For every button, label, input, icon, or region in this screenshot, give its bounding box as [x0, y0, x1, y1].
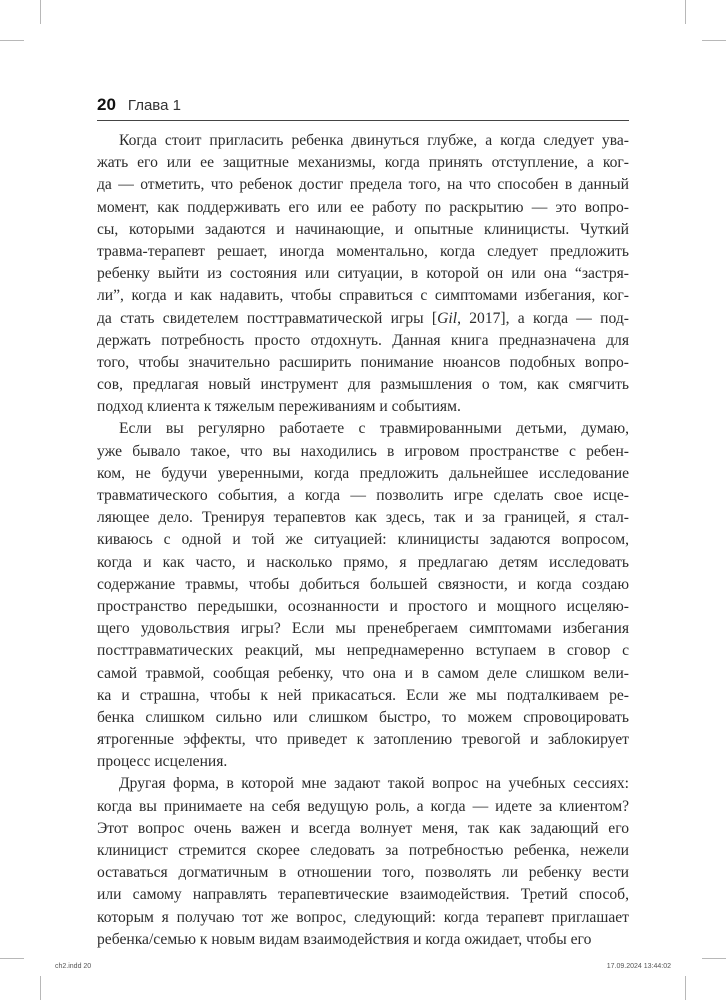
crop-mark-bottom-left [0, 958, 24, 959]
text-line: процесс исцеления. [97, 753, 228, 771]
text-line: сы, которыми задаются и начинающие, и опытные клиницисты. Чуткий [97, 220, 629, 238]
paragraph [97, 773, 629, 951]
text-line: ка и страшна, чтобы к ней прикасаться. Если же мы подталкиваем ре- [97, 686, 629, 704]
text-line: содержание травмы, чтобы добиться большей связности, и когда создаю [97, 575, 629, 593]
paragraph [97, 130, 629, 418]
text-line: Если вы регулярно работаете с травмированными детьми, думаю, [119, 420, 629, 438]
text-line: щего удовольствия игры? Если мы пренебрегаем симптомами избегания [97, 620, 629, 638]
text-line: ребенку выйти из состояния или ситуации, в которой он или она “застря- [97, 265, 629, 283]
text-line: ли”, когда и как надавить, чтобы справиться с симптомами избегания, ког- [97, 287, 629, 305]
paragraph [97, 418, 629, 773]
text-line: травма-терапевт решает, иногда моментально, когда следует предложить [97, 242, 629, 260]
running-head [97, 95, 629, 117]
crop-mark-bottom-right [702, 958, 726, 959]
text-line: ребенка/семью к новым видам взаимодействия и когда ожидает, чтобы его [97, 930, 592, 948]
page-number: 20 [97, 95, 116, 114]
text-line: сов, предлагая новый инструмент для размышления о том, как смягчить [97, 376, 629, 394]
text-line: или самому направлять терапевтические взаимодействия. Третий способ, [97, 886, 629, 904]
chapter-label: Глава 1 [127, 97, 181, 114]
crop-mark-bottom-right-vertical [685, 976, 686, 1000]
crop-mark-bottom-left-vertical [40, 976, 41, 1000]
text-line: подход клиента к тяжелым переживаниям и событиям. [97, 398, 461, 416]
text-line: да — отметить, что ребенок достиг предела того, на что способен в данный [97, 176, 629, 194]
text-line: когда вы принимаете на себя ведущую роль, а когда — идете за клиентом? [97, 797, 629, 815]
body-text [97, 130, 629, 951]
text-line: жать его или ее защитные механизмы, когда принять отступление, а ког- [97, 154, 629, 172]
text-line: самой травмой, сообщая ребенку, что она и в самом деле слишком вели- [97, 664, 629, 682]
crop-mark-top-left [0, 40, 24, 41]
crop-mark-top-right [702, 40, 726, 41]
text-line: киваюсь с одной и той же ситуацией: клиницисты задаются вопросом, [97, 531, 629, 549]
text-line: ляющее дело. Тренируя терапевтов как здесь, так и за границей, я стал- [97, 509, 629, 527]
text-line: бенка слишком сильно или слишком быстро, то можем спровоцировать [97, 708, 629, 726]
text-line: посттравматических реакций, мы непреднамеренно вступаем в сговор с [97, 642, 629, 660]
crop-mark-top-left-vertical [40, 0, 41, 24]
text-line: держать потребность просто отдохнуть. Данная книга предназначена для [97, 331, 629, 349]
crop-mark-top-right-vertical [685, 0, 686, 24]
text-line: момент, как поддерживать его или ее работу по раскрытию — это вопро- [97, 198, 629, 216]
text-line: уже бывало такое, что вы находились в игровом пространстве с ребен- [97, 442, 629, 460]
text-line: пространство передышки, осознанности и простого и мощного исцеляю- [97, 597, 629, 615]
text-line: клиницист стремится скорее следовать за потребностью ребенка, нежели [97, 842, 629, 859]
text-line: Другая форма, в которой мне задают такой вопрос на учебных сессиях: [119, 775, 629, 793]
text-line: травматического события, а когда — позволить игре сделать свое исце- [97, 487, 629, 504]
header-rule [97, 120, 629, 121]
text-line: когда и как часто, и насколько прямо, я предлагаю детям исследовать [97, 553, 629, 571]
text-line: того, чтобы значительно расширить понимание нюансов подобных вопро- [97, 353, 629, 371]
text-line: ком, не будучи уверенными, когда предложить дальнейшее исследование [97, 464, 629, 482]
text-line: Когда стоит пригласить ребенка двинуться глубже, а когда следует ува- [119, 132, 629, 149]
slug-timestamp: 17.09.2024 13:44:02 [606, 963, 671, 970]
text-line: оставаться догматичным в отношении того, позволять ли ребенку вести [97, 864, 629, 882]
text-line: да стать свидетелем посттравматической игры [Gil, 2017], а когда — под- [97, 309, 629, 327]
text-line: которым я получаю тот же вопрос, следующий: когда терапевт приглашает [97, 908, 629, 926]
text-line: ятрогенные эффекты, что приведет к затоплению тревогой и заблокирует [97, 731, 629, 749]
text-line: Этот вопрос очень важен и всегда волнует меня, так как задающий его [97, 819, 629, 837]
slug-file: ch2.indd 20 [55, 963, 92, 970]
